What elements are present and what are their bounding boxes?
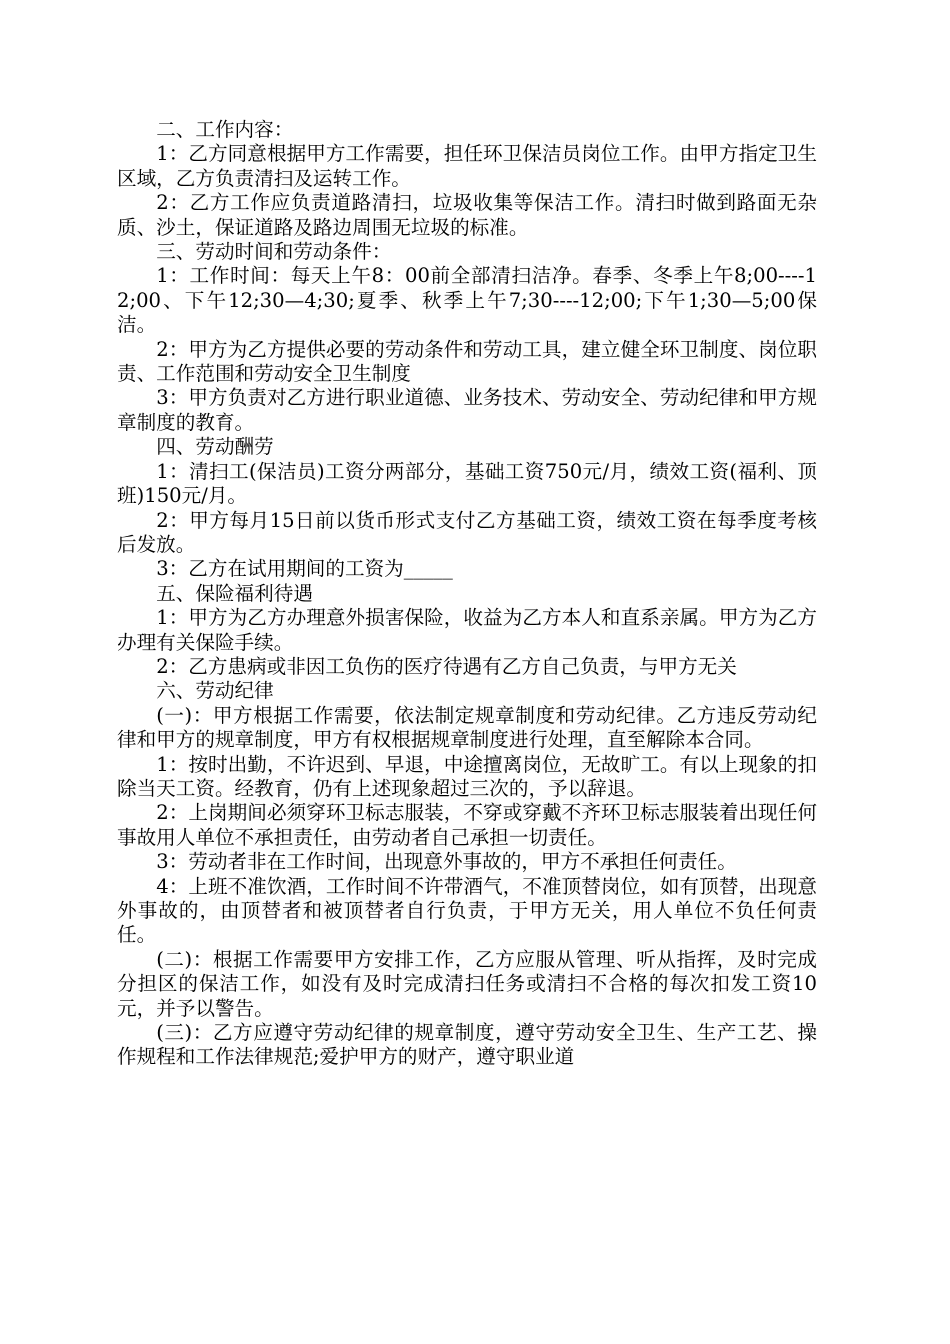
- paragraph: 3：乙方在试用期间的工资为_____: [156, 557, 453, 581]
- paragraph: 2：上岗期间必须穿环卫标志服装，不穿或穿戴不齐环卫标志服装着出现任何事故用人单位不承担责任，由劳动者自己承担一切责任。: [117, 801, 817, 849]
- paragraph: (三)：乙方应遵守劳动纪律的规章制度，遵守劳动安全卫生、生产工艺、操作规程和工作法律规范;爱护甲方的财产，遵守职业道: [117, 1021, 817, 1069]
- paragraph: (一)：甲方根据工作需要，依法制定规章制度和劳动纪律。乙方违反劳动纪律和甲方的规章制度，甲方有权根据规章制度进行处理，直至解除本合同。: [117, 703, 817, 752]
- paragraph: 1：工作时间：每天上午8：00前全部清扫洁净。春季、冬季上午8;00----12;00、下午12;30—4;30;夏季、秋季上午7;30----12;00;下午1;30—5;00保洁。: [117, 264, 817, 337]
- document-body: [117, 118, 817, 1070]
- section-heading-work-content: 二、工作内容：: [156, 118, 294, 141]
- paragraph: 2：乙方工作应负责道路清扫，垃圾收集等保洁工作。清扫时做到路面无杂质、沙土，保证道路及路边周围无垃圾的标准。: [117, 191, 817, 239]
- paragraph: 2：乙方患病或非因工负伤的医疗待遇有乙方自己负责，与甲方无关: [156, 654, 737, 678]
- section-heading-remuneration: 四、劳动酬劳: [156, 435, 274, 459]
- section-heading-insurance: 五、保险福利待遇: [156, 581, 313, 605]
- paragraph: 1：按时出勤，不许迟到、早退，中途擅离岗位，无故旷工。有以上现象的扣除当天工资。经教育，仍有上述现象超过三次的，予以辞退。: [117, 752, 817, 800]
- section-heading-work-hours: 三、劳动时间和劳动条件：: [156, 240, 392, 264]
- paragraph: 1：甲方为乙方办理意外损害保险，收益为乙方本人和直系亲属。甲方为乙方办理有关保险手续。: [117, 606, 817, 654]
- paragraph: 2：甲方每月15日前以货币形式支付乙方基础工资，绩效工资在每季度考核后发放。: [117, 508, 817, 556]
- section-heading-discipline: 六、劳动纪律: [156, 679, 274, 703]
- paragraph: 1：清扫工(保洁员)工资分两部分，基础工资750元/月，绩效工资(福利、顶班)150元/月。: [117, 459, 817, 508]
- paragraph: (二)：根据工作需要甲方安排工作，乙方应服从管理、听从指挥，及时完成分担区的保洁工作，如没有及时完成清扫任务或清扫不合格的每次扣发工资10元，并予以警告。: [117, 947, 817, 1020]
- paragraph: 4：上班不准饮酒，工作时间不许带酒气，不准顶替岗位，如有顶替，出现意外事故的，由顶替者和被顶替者自行负责，于甲方无关，用人单位不负任何责任。: [117, 874, 817, 947]
- paragraph: 1：乙方同意根据甲方工作需要，担任环卫保洁员岗位工作。由甲方指定卫生区域，乙方负责清扫及运转工作。: [117, 142, 817, 190]
- paragraph: 2：甲方为乙方提供必要的劳动条件和劳动工具，建立健全环卫制度、岗位职责、工作范围和劳动安全卫生制度: [117, 337, 817, 386]
- paragraph: 3：劳动者非在工作时间，出现意外事故的，甲方不承担任何责任。: [156, 850, 737, 874]
- paragraph: 3：甲方负责对乙方进行职业道德、业务技术、劳动安全、劳动纪律和甲方规章制度的教育。: [117, 386, 817, 434]
